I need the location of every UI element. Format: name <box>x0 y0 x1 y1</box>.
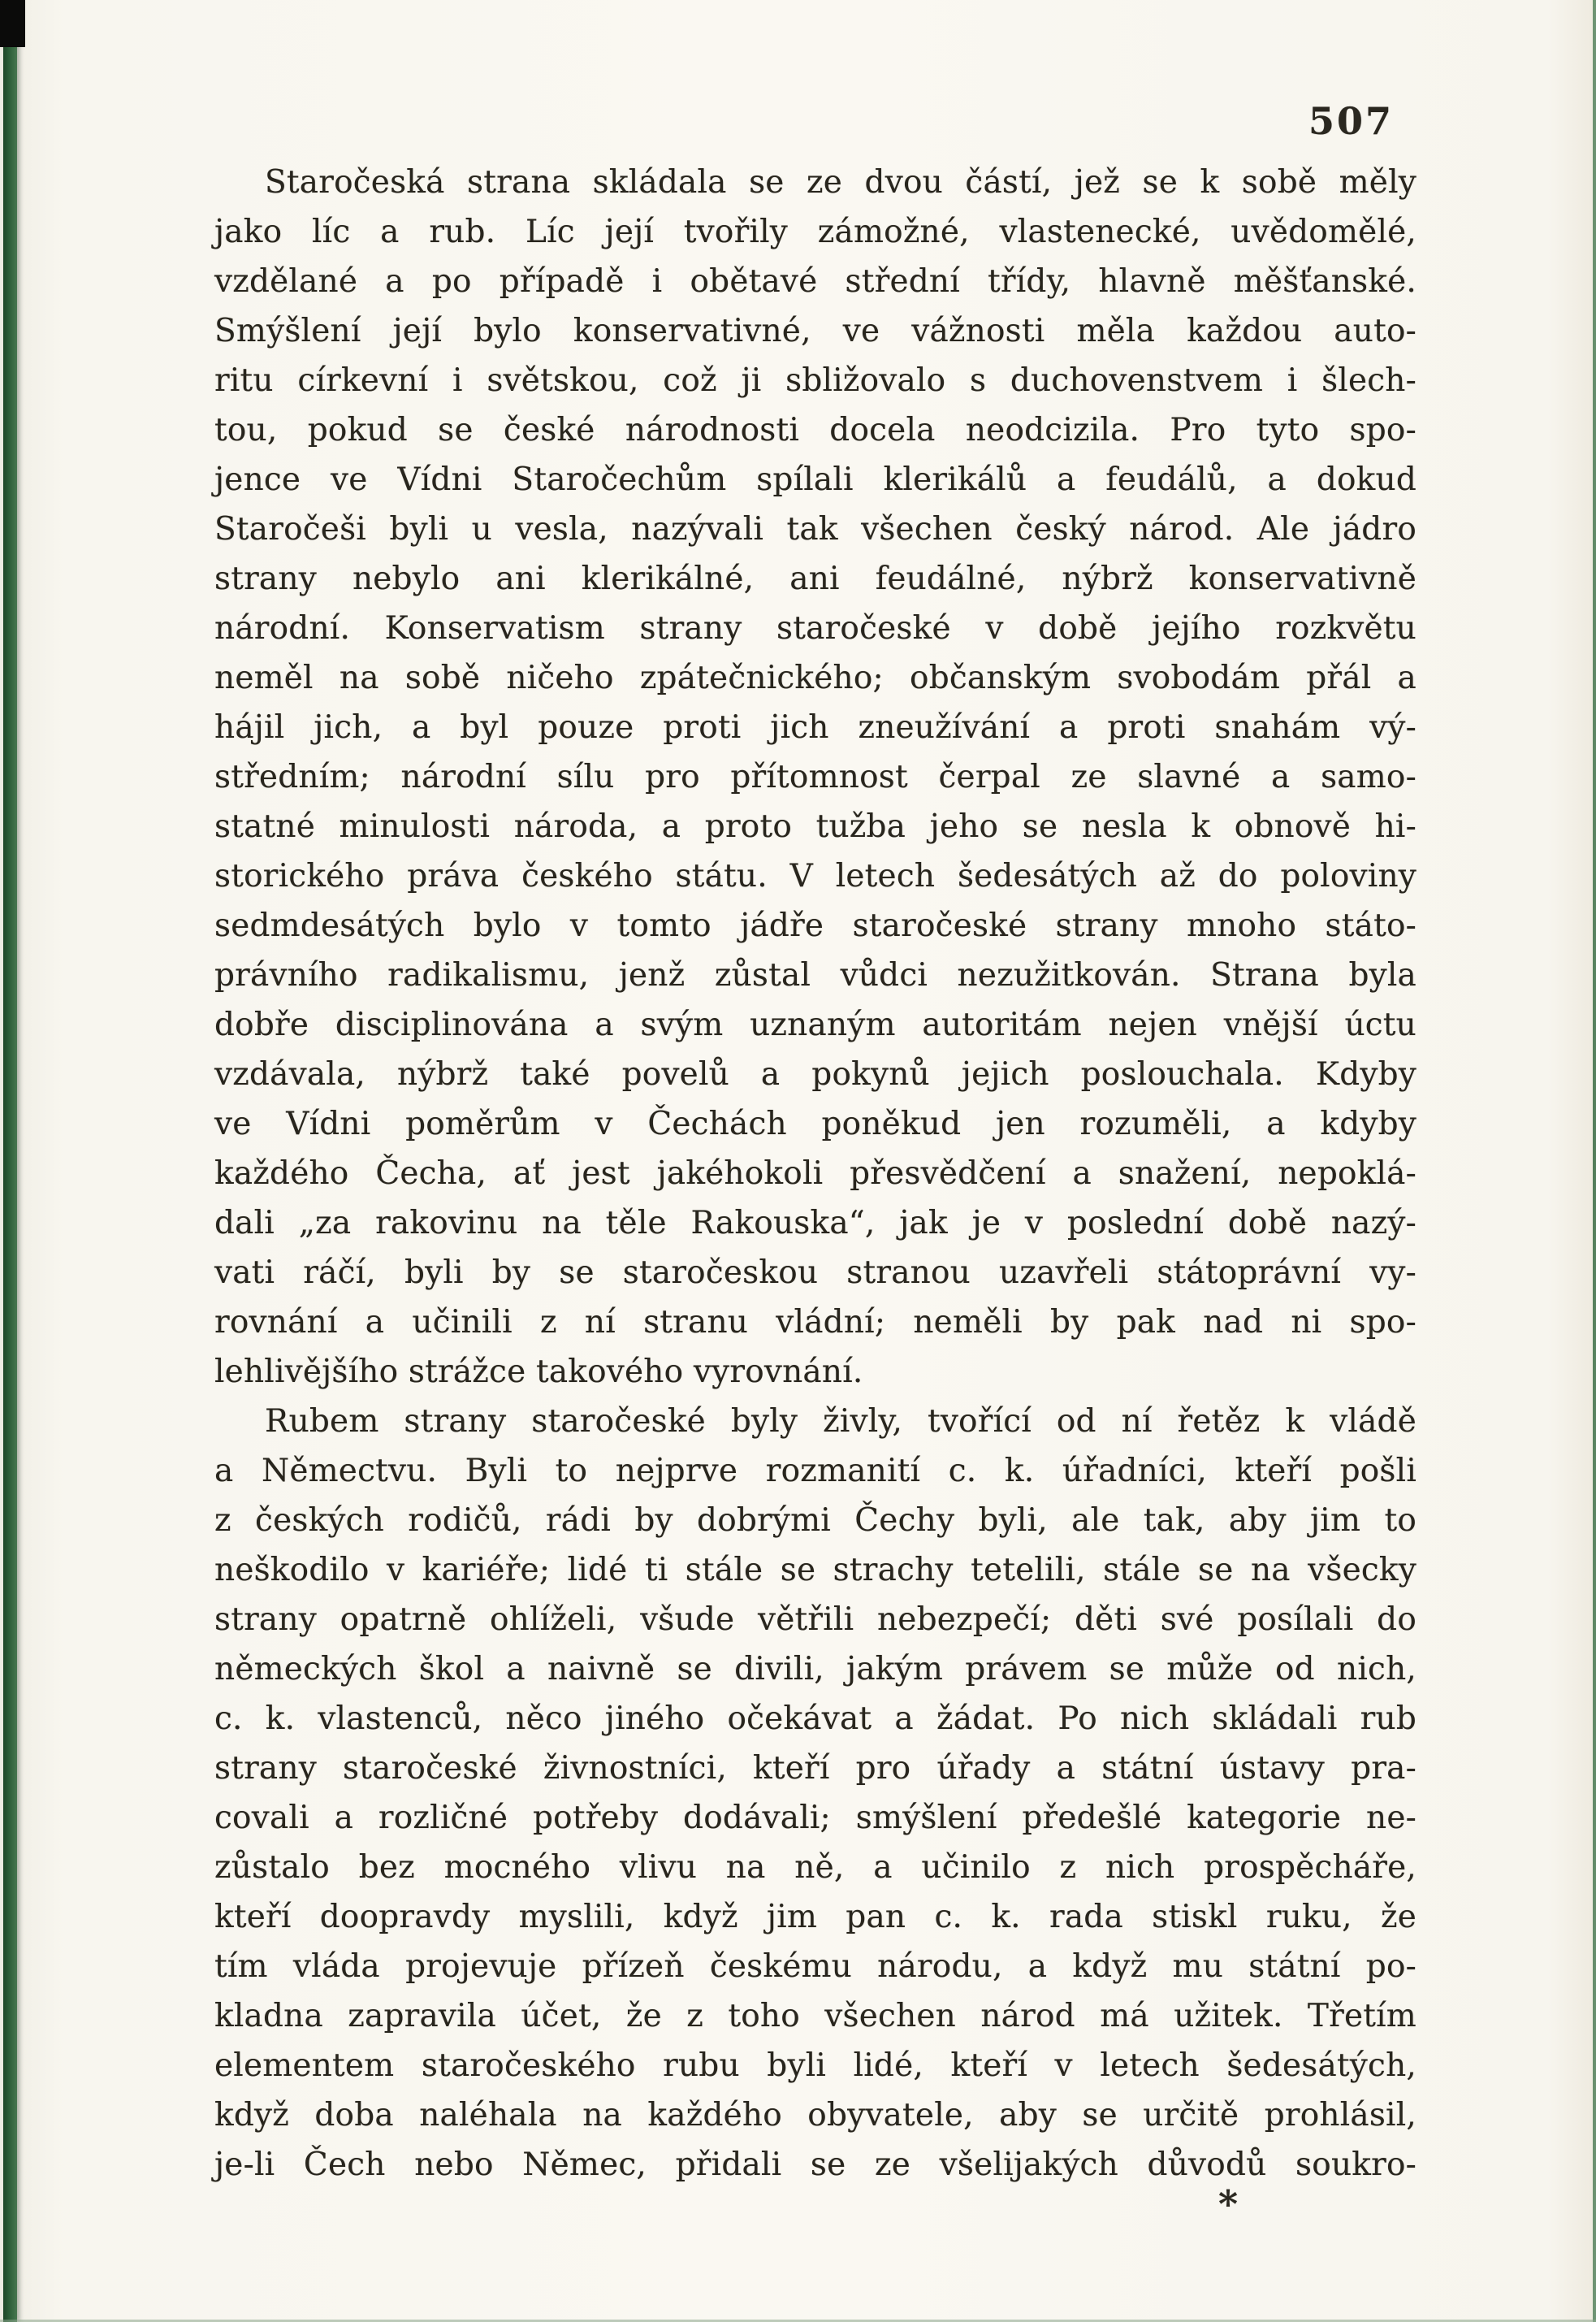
text-line: sedmdesátých bylo v tomto jádře staročeské strany mnoho státo- <box>214 908 1417 944</box>
text-line: středním; národní sílu pro přítomnost čerpal ze slavné a samo- <box>214 759 1417 795</box>
text-line: Rubem strany staročeské byly živly, tvořící od ní řetěz k vládě <box>265 1403 1417 1440</box>
text-line: neškodilo v kariéře; lidé ti stále se strachy tetelili, stále se na všecky <box>214 1552 1417 1588</box>
text-line: Staročeská strana skládala se ze dvou částí, jež se k sobě měly <box>265 164 1417 201</box>
text-line: každého Čecha, ať jest jakéhokoli přesvědčení a snažení, nepoklá- <box>214 1155 1417 1192</box>
text-line: kladna zapravila účet, že z toho všechen národ má užitek. Třetím <box>214 1998 1417 2034</box>
text-line: zůstalo bez mocného vlivu na ně, a učinilo z nich prospěcháře, <box>214 1849 1417 1886</box>
text-line: tou, pokud se české národnosti docela neodcizila. Pro tyto spo- <box>214 412 1417 448</box>
text-line: je-li Čech nebo Němec, přidali se ze všelijakých důvodů soukro- <box>214 2147 1417 2183</box>
text-line: z českých rodičů, rádi by dobrými Čechy byli, ale tak, aby jim to <box>214 1502 1417 1539</box>
text-line: ritu církevní i světskou, což ji sbližovalo s duchovenstvem i šlech- <box>214 362 1417 399</box>
text-line: kteří doopravdy myslili, když jim pan c. k. rada stiskl ruku, že <box>214 1899 1417 1935</box>
text-line: když doba naléhala na každého obyvatele, aby se určitě prohlásil, <box>214 2097 1417 2134</box>
corner-mark <box>0 0 25 47</box>
text-line: tím vláda projevuje přízeň českému národu, a když mu státní po- <box>214 1948 1417 1985</box>
text-line: dali „za rakovinu na těle Rakouska“, jak je v poslední době nazý- <box>214 1205 1417 1241</box>
text-line: ve Vídni poměrům v Čechách poněkud jen rozuměli, a kdyby <box>214 1106 1417 1142</box>
text-line: Smýšlení její bylo konservativné, ve vážnosti měla každou auto- <box>214 313 1417 349</box>
text-line: strany opatrně ohlíželi, všude větřili nebezpečí; děti své posílali do <box>214 1601 1417 1638</box>
text-line: storického práva českého státu. V letech šedesátých až do poloviny <box>214 858 1417 895</box>
text-line: vzdělané a po případě i obětavé střední třídy, hlavně měšťanské. <box>214 263 1417 300</box>
text-line: jence ve Vídni Staročechům spílali klerikálů a feudálů, a dokud <box>214 461 1417 498</box>
text-line: vati ráčí, byli by se staročeskou stranou uzavřeli státoprávní vy- <box>214 1254 1417 1291</box>
text-line: Staročeši byli u vesla, nazývali tak všechen český národ. Ale jádro <box>214 511 1417 548</box>
text-line: statné minulosti národa, a proto tužba jeho se nesla k obnově hi- <box>214 808 1417 845</box>
text-line: strany staročeské živnostníci, kteří pro úřady a státní ústavy pra- <box>214 1750 1417 1787</box>
text-line: vzdávala, nýbrž také povelů a pokynů jejich poslouchala. Kdyby <box>214 1056 1417 1093</box>
page-number: 507 <box>1308 99 1394 143</box>
paragraph <box>214 158 1417 1397</box>
text-line: rovnání a učinili z ní stranu vládní; neměli by pak nad ni spo- <box>214 1304 1417 1341</box>
spine-edge <box>3 0 17 2322</box>
text-line: strany nebylo ani klerikálné, ani feudálné, nýbrž konservativně <box>214 561 1417 597</box>
paragraph <box>214 1397 1417 2190</box>
text-line: hájil jich, a byl pouze proti jich zneužívání a proti snahám vý- <box>214 709 1417 746</box>
text-line: dobře disciplinována a svým uznaným autoritám nejen vnější úctu <box>214 1007 1417 1043</box>
text-block <box>214 158 1417 2190</box>
text-line: lehlivějšího strážce takového vyrovnání. <box>214 1354 863 1390</box>
text-line: elementem staročeského rubu byli lidé, kteří v letech šedesátých, <box>214 2047 1417 2084</box>
printer-mark: * <box>1218 2182 1239 2226</box>
text-line: právního radikalismu, jenž zůstal vůdci nezužitkován. Strana byla <box>214 957 1417 994</box>
text-line: a Němectvu. Byli to nejprve rozmanití c. k. úřadníci, kteří pošli <box>214 1453 1417 1489</box>
text-line: jako líc a rub. Líc její tvořily zámožné, vlastenecké, uvědomělé, <box>214 214 1417 250</box>
text-line: c. k. vlastenců, něco jiného očekávat a žádat. Po nich skládali rub <box>214 1700 1417 1737</box>
text-line: národní. Konservatism strany staročeské v době jejího rozkvětu <box>214 610 1417 647</box>
text-line: neměl na sobě ničeho zpátečnického; občanským svobodám přál a <box>214 660 1417 696</box>
text-line: německých škol a naivně se divili, jakým právem se může od nich, <box>214 1651 1417 1687</box>
text-line: covali a rozličné potřeby dodávali; smýšlení předešlé kategorie ne- <box>214 1800 1417 1836</box>
page-right-edge <box>1593 0 1596 2322</box>
